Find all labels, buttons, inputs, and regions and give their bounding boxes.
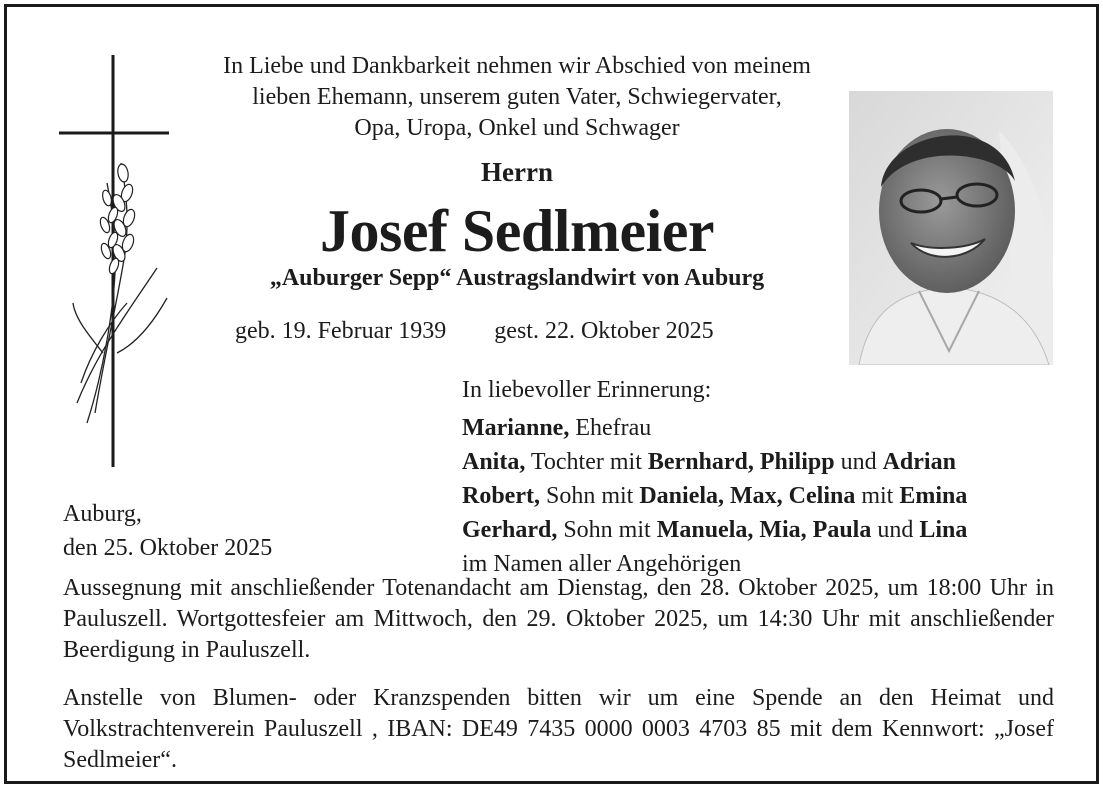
- intro-text: [167, 51, 867, 144]
- death-date: gest. 22. Oktober 2025: [494, 318, 714, 344]
- mourners-closing: im Namen aller Angehörigen: [462, 551, 742, 577]
- mourner-line: Gerhard, Sohn mit Manuela, Mia, Paula und Lina: [462, 517, 968, 543]
- salutation: Herrn: [481, 157, 553, 187]
- intro-line: Opa, Uropa, Onkel und Schwager: [354, 115, 680, 141]
- notice-date: den 25. Oktober 2025: [63, 535, 273, 561]
- life-dates: [235, 318, 714, 345]
- place: Auburg,: [63, 501, 142, 527]
- obituary-notice: [4, 4, 1099, 784]
- donation-info: Anstelle von Blumen- oder Kranzspenden bitten wir um eine Spende an den Heimat und Volkstrachtenverein Pauluszell , IBAN: DE49 7435 0000 0003 4703 85 mit dem Kennwort: „Josef Sedlmeier“.: [63, 685, 1054, 773]
- mourners-heading: In liebevoller Erinnerung:: [462, 377, 712, 403]
- intro-line: In Liebe und Dankbarkeit nehmen wir Abschied von meinem: [223, 53, 811, 79]
- intro-line: lieben Ehemann, unserem guten Vater, Schwiegervater,: [252, 84, 782, 110]
- mourners-list: [462, 373, 967, 581]
- funeral-info: Aussegnung mit anschließender Totenandacht am Dienstag, den 28. Oktober 2025, um 18:00 Uhr in Pauluszell. Wortgottesfeier am Mittwoch, den 29. Oktober 2025, um 14:30 Uhr mit anschließender Beerdigung in Pauluszell.: [63, 575, 1054, 663]
- mourner-line: Marianne, Ehefrau: [462, 415, 652, 441]
- portrait-photo: [849, 91, 1053, 365]
- cross-with-wheat-icon: [57, 53, 177, 473]
- nickname-line: „Auburger Sepp“ Austragslandwirt von Auburg: [269, 265, 765, 291]
- mourner-line: Anita, Tochter mit Bernhard, Philipp und Adrian: [462, 449, 956, 475]
- mourner-line: Robert, Sohn mit Daniela, Max, Celina mit Emina: [462, 483, 968, 509]
- place-date: [63, 497, 272, 565]
- deceased-name: Josef Sedlmeier: [319, 198, 715, 264]
- birth-date: geb. 19. Februar 1939: [235, 318, 447, 344]
